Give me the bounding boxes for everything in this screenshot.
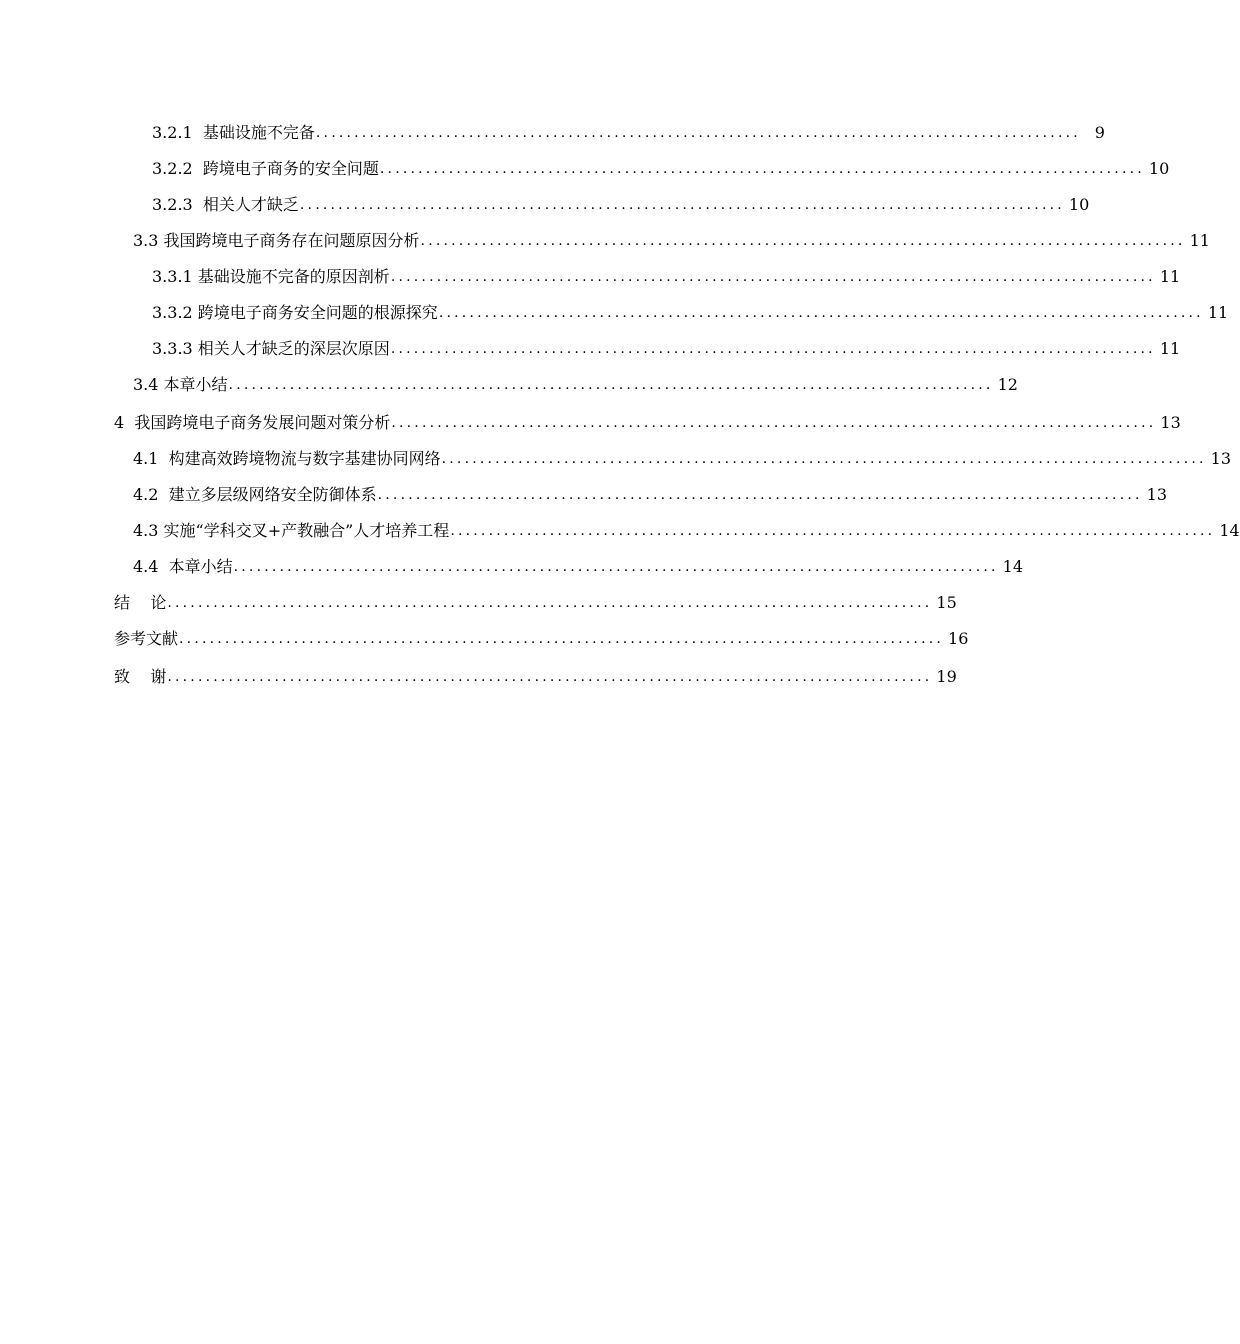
- toc-entry-page: 11: [1207, 303, 1229, 322]
- toc-dot-leader: ....................................................................................................: [179, 631, 945, 647]
- toc-dot-leader: ....................................................................................................: [379, 161, 1145, 177]
- toc-dot-leader: ....................................................................................................: [450, 523, 1216, 539]
- toc-entry[interactable]: [114, 439, 1232, 475]
- toc-entry-page: 10: [1068, 195, 1090, 214]
- toc-entry-label: 致 谢: [114, 667, 167, 686]
- toc-entry-page: 9: [1094, 123, 1105, 142]
- toc-entry-page: 15: [936, 593, 957, 612]
- toc-dot-leader: ....................................................................................................: [299, 197, 1065, 213]
- toc-entry[interactable]: [114, 113, 1105, 149]
- toc-dot-leader: ....................................................................................................: [441, 451, 1207, 467]
- toc-entry[interactable]: [114, 583, 957, 619]
- toc-entry-page: 13: [1146, 485, 1168, 504]
- toc-entry-page: 13: [1160, 413, 1181, 432]
- toc-dot-leader: ....................................................................................................: [228, 377, 994, 393]
- toc-entry-page: 14: [1002, 557, 1024, 576]
- toc-dot-leader: ....................................................................................................: [233, 559, 999, 575]
- toc-entry[interactable]: [114, 655, 957, 693]
- toc-entry-page: 16: [948, 629, 969, 648]
- toc-entry-page: 19: [936, 667, 957, 686]
- toc-entry-label: 3.4 本章小结: [133, 375, 228, 394]
- toc-entry-label: 3.3.3 相关人才缺乏的深层次原因: [152, 339, 390, 358]
- toc-dot-leader: ....................................................................................................: [167, 595, 933, 611]
- toc-entry-label: 3.3.2 跨境电子商务安全问题的根源探究: [152, 303, 438, 322]
- toc-entry-label: 4 我国跨境电子商务发展问题对策分析: [114, 413, 391, 432]
- toc-entry-page: 14: [1219, 521, 1240, 540]
- toc-entry-label: 3.3.1 基础设施不完备的原因剖析: [152, 267, 390, 286]
- toc-dot-leader: ....................................................................................................: [391, 415, 1157, 431]
- toc-entry[interactable]: [114, 329, 1181, 365]
- toc-entry-label: 4.3 实施“学科交叉+产教融合”人才培养工程: [133, 521, 450, 540]
- toc-entry[interactable]: [114, 475, 1168, 511]
- toc-entry[interactable]: [114, 511, 1240, 547]
- toc-dot-leader: ....................................................................................................: [167, 669, 933, 685]
- toc-entry[interactable]: [114, 293, 1229, 329]
- toc-dot-leader: ....................................................................................................: [390, 269, 1156, 285]
- toc-entry[interactable]: [114, 149, 1170, 185]
- toc-entry-label: 参考文献: [114, 629, 179, 648]
- toc-dot-leader: ....................................................................................................: [377, 487, 1143, 503]
- toc-entry[interactable]: [114, 257, 1181, 293]
- toc-entry-page: 11: [1159, 267, 1181, 286]
- toc-dot-leader: ....................................................................................................: [315, 125, 1081, 141]
- toc-entry[interactable]: [114, 185, 1090, 221]
- toc-entry-label: 4.4 本章小结: [133, 557, 233, 576]
- toc-entry-page: 11: [1189, 231, 1210, 250]
- toc-entry-label: 3.2.2 跨境电子商务的安全问题: [152, 159, 379, 178]
- toc-dot-leader: ....................................................................................................: [390, 341, 1156, 357]
- toc-entry-label: 结 论: [114, 593, 167, 612]
- toc-dot-leader: ....................................................................................................: [420, 233, 1186, 249]
- toc-entry[interactable]: [114, 619, 969, 655]
- toc-entry-page: 13: [1210, 449, 1232, 468]
- toc-entry[interactable]: [114, 401, 1181, 439]
- toc-entry-label: 3.2.1 基础设施不完备: [152, 123, 315, 142]
- toc-entry[interactable]: [114, 547, 1024, 583]
- toc-entry[interactable]: [114, 221, 1210, 257]
- table-of-contents: [114, 113, 1240, 693]
- toc-entry-label: 3.3 我国跨境电子商务存在问题原因分析: [133, 231, 420, 250]
- toc-entry-page: 10: [1148, 159, 1170, 178]
- toc-entry[interactable]: [114, 365, 1018, 401]
- toc-entry-label: 4.2 建立多层级网络安全防御体系: [133, 485, 377, 504]
- toc-entry-label: 3.2.3 相关人才缺乏: [152, 195, 299, 214]
- toc-entry-page: 11: [1159, 339, 1181, 358]
- toc-entry-page: 12: [997, 375, 1018, 394]
- toc-entry-label: 4.1 构建高效跨境物流与数字基建协同网络: [133, 449, 441, 468]
- toc-dot-leader: ....................................................................................................: [438, 305, 1204, 321]
